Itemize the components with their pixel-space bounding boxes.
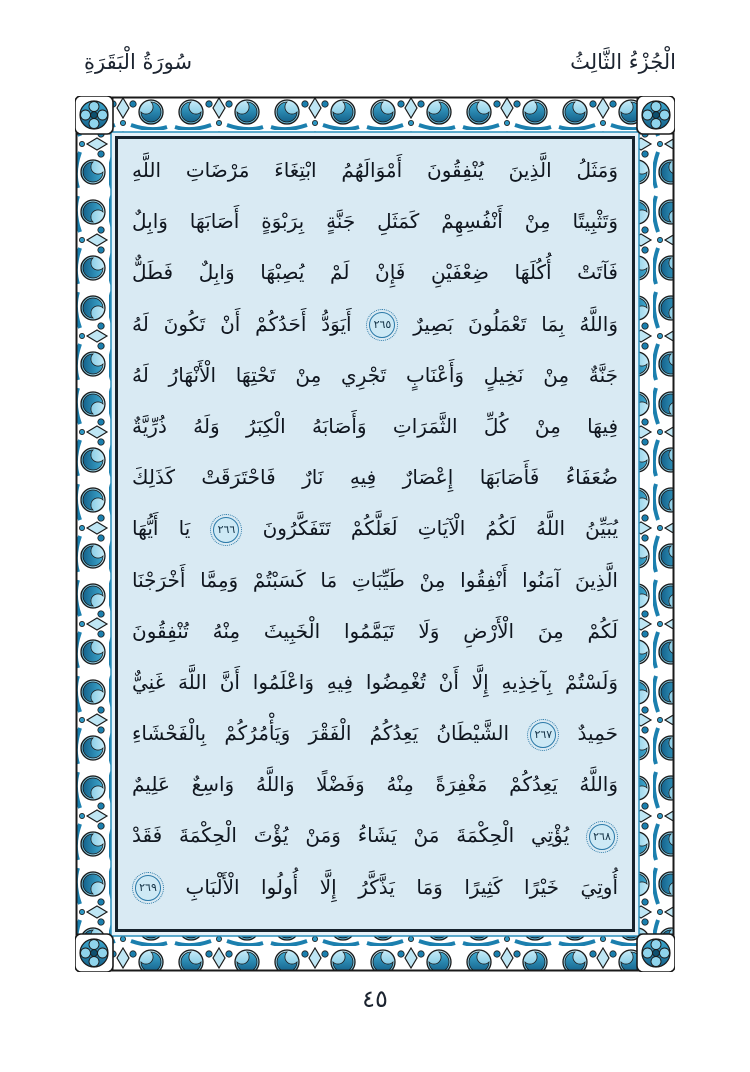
ayah-text: يَا أَيُّهَا: [132, 516, 191, 541]
quran-line: [132, 503, 618, 554]
ayah-text: فِيهَا مِنْ كُلِّ الثَّمَرَاتِ وَأَصَابَهُ الْكِبَرُ وَلَهُ ذُرِّيَّةٌ: [132, 413, 618, 438]
ayah-end-marker: ٢٦٦: [213, 517, 239, 543]
quran-lines: [132, 145, 618, 923]
quran-line: [132, 708, 618, 759]
ayah-text: وَلَسْتُمْ بِآخِذِيهِ إِلَّا أَنْ تُغْمِضُوا فِيهِ وَاعْلَمُوا أَنَّ اللَّهَ غَنِيٌّ: [132, 669, 618, 694]
ayah-end-marker: ٢٦٥: [369, 312, 395, 338]
ayah-text: حَمِيدٌ: [577, 721, 619, 746]
ayah-text: يُؤْتِي الْحِكْمَةَ مَنْ يَشَاءُ وَمَنْ يُؤْتَ الْحِكْمَةَ فَقَدْ: [132, 823, 570, 848]
ayah-text: وَمَثَلُ الَّذِينَ يُنْفِقُونَ أَمْوَالَهُمُ ابْتِغَاءَ مَرْضَاتِ اللَّهِ: [132, 158, 618, 182]
juz-title: الْجُزْءُ الثَّالِثُ: [570, 50, 676, 74]
ayah-text: الشَّيْطَانُ يَعِدُكُمُ الْفَقْرَ وَيَأْمُرُكُمْ بِالْفَحْشَاءِ: [132, 721, 510, 746]
quran-line: [132, 350, 618, 401]
text-panel: [115, 136, 635, 932]
ayah-text: وَاللَّهُ بِمَا تَعْمَلُونَ بَصِيرٌ: [413, 311, 618, 336]
surah-title: سُورَةُ الْبَقَرَةِ: [84, 50, 193, 74]
ayah-text: وَاللَّهُ يَعِدُكُمْ مَغْفِرَةً مِنْهُ وَفَضْلًا وَاللَّهُ وَاسِعٌ عَلِيمٌ: [132, 772, 618, 797]
page-number: ٤٥: [362, 985, 388, 1013]
ayah-text: جَنَّةٌ مِنْ نَخِيلٍ وَأَعْنَابٍ تَجْرِي مِنْ تَحْتِهَا الْأَنْهَارُ لَهُ: [132, 362, 618, 387]
ayah-text: ضُعَفَاءُ فَأَصَابَهَا إِعْصَارٌ فِيهِ نَارٌ فَاحْتَرَقَتْ كَذَلِكَ: [132, 465, 618, 490]
ayah-text: أَيَوَدُّ أَحَدُكُمْ أَنْ تَكُونَ لَهُ: [132, 311, 352, 336]
quran-line: [132, 247, 618, 298]
ayah-end-marker: ٢٦٨: [589, 824, 615, 850]
quran-line: [132, 657, 618, 708]
ayah-text: فَآتَتْ أُكُلَهَا ضِعْفَيْنِ فَإِنْ لَمْ يُصِبْهَا وَابِلٌ فَطَلٌّ: [132, 260, 618, 285]
quran-line: [132, 555, 618, 606]
quran-line: [132, 810, 618, 861]
ayah-text: لَكُمْ مِنَ الْأَرْضِ وَلَا تَيَمَّمُوا الْخَبِيثَ مِنْهُ تُنْفِقُونَ: [132, 618, 618, 643]
quran-line: [132, 145, 618, 196]
quran-line: [132, 401, 618, 452]
quran-line: [132, 606, 618, 657]
ayah-end-marker: ٢٦٩: [135, 875, 161, 901]
ayah-end-marker: ٢٦٧: [530, 722, 556, 748]
ayah-text: أُوتِيَ خَيْرًا كَثِيرًا وَمَا يَذَّكَّرُ إِلَّا أُولُوا الْأَلْبَابِ: [185, 874, 618, 899]
decorative-frame: [75, 96, 675, 972]
quran-line: [132, 759, 618, 810]
quran-line: [132, 299, 618, 350]
ayah-text: وَتَثْبِيتًا مِنْ أَنْفُسِهِمْ كَمَثَلِ جَنَّةٍ بِرَبْوَةٍ أَصَابَهَا وَابِلٌ: [132, 209, 618, 234]
ayah-text: يُبَيِّنُ اللَّهُ لَكُمُ الْآيَاتِ لَعَلَّكُمْ تَتَفَكَّرُونَ: [262, 516, 619, 541]
quran-line: [132, 196, 618, 247]
ayah-text: الَّذِينَ آمَنُوا أَنْفِقُوا مِنْ طَيِّبَاتِ مَا كَسَبْتُمْ وَمِمَّا أَخْرَجْنَا: [132, 567, 618, 592]
quran-line: [132, 452, 618, 503]
quran-line: [132, 862, 618, 913]
